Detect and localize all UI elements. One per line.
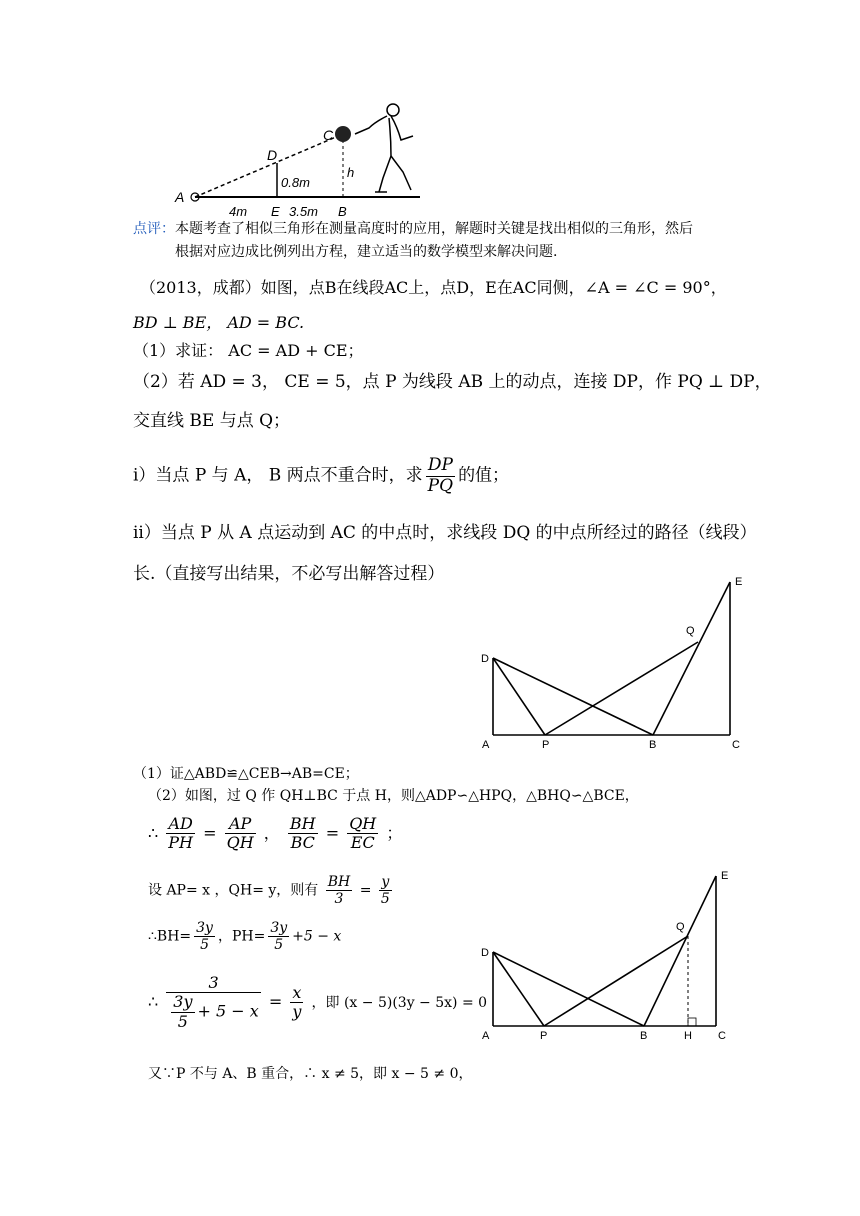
review-line-2	[175, 244, 557, 261]
final-condition: 又∵P 不与 A、B 重合，∴ x ≠ 5，即 x − 5 ≠ 0，	[148, 1066, 473, 1082]
tennis-height-figure	[165, 100, 455, 225]
label-c: C	[323, 127, 334, 143]
combined-equation	[148, 974, 487, 1031]
therefore-symbol: ∴	[148, 823, 159, 843]
label-e: E	[271, 204, 280, 219]
question-ii: ii）当点 P 从 A 点运动到 AC 的中点时，求线段 DQ 的中点所经过的路径（线段）	[133, 523, 757, 543]
fraction-numerator: AD	[166, 815, 195, 834]
equals-sign: =	[359, 882, 372, 899]
fraction-denominator: 5	[274, 937, 284, 954]
fraction-numerator: BH	[289, 814, 316, 833]
equals-sign: =	[268, 992, 283, 1012]
equals-sign: =	[203, 823, 217, 843]
question-2-cont: 交直线 BE 与点 Q；	[133, 411, 291, 431]
proportion-equations	[148, 815, 402, 853]
fraction-denominator: y	[292, 1002, 302, 1022]
fraction-3y-5	[268, 920, 289, 953]
label-a: A	[175, 189, 185, 205]
denominator-suffix: + 5 − x	[197, 1001, 259, 1021]
fraction-3y-5	[171, 993, 194, 1031]
fig3-label-h: H	[684, 1030, 692, 1042]
fraction-dp-pq	[426, 456, 455, 496]
fraction-x-y	[290, 984, 303, 1022]
geometry-figure-3	[478, 866, 753, 1046]
comma: ，	[263, 823, 280, 843]
fraction-denominator: PQ	[427, 475, 454, 496]
fraction-ad-ph	[166, 815, 195, 853]
question-1: （1）求证： AC = AD + CE；	[133, 341, 364, 360]
fraction-denominator: EC	[350, 833, 375, 853]
set-variables	[148, 874, 395, 907]
fraction-qh-ec	[347, 815, 378, 853]
complex-fraction	[166, 974, 261, 1031]
fraction-denominator: 5	[380, 891, 390, 908]
fig2-label-q: Q	[686, 625, 695, 637]
problem-intro-2: BD ⊥ BE， AD = BC.	[133, 313, 305, 332]
equation-result: ，即 (x − 5)(3y − 5x) = 0	[311, 995, 488, 1012]
fig2-label-e: E	[735, 576, 743, 588]
set-variables-text: 设 AP= x ，QH= y，则有	[148, 882, 319, 899]
review-text-1: 本题考查了相似三角形在测量高度时的应用，解题时关键是找出相似的三角形，然后	[175, 221, 693, 237]
fig3-label-p: P	[540, 1030, 548, 1042]
right-angle-mark	[688, 1018, 696, 1026]
fraction-numerator: x	[290, 984, 303, 1003]
fig3-label-b: B	[640, 1030, 648, 1042]
label-ae-length: 4m	[229, 204, 248, 219]
solution-step-2: （2）如图，过 Q 作 QH⊥BC 于点 H，则△ADP∽△HPQ，△BHQ∽△BCE，	[148, 788, 639, 804]
label-b: B	[338, 204, 347, 219]
therefore-symbol: ∴	[148, 992, 159, 1012]
fig2-label-d: D	[481, 653, 489, 665]
fig3-label-d: D	[481, 947, 489, 959]
fraction-denominator: 5	[200, 937, 210, 954]
question-2: （2）若 AD = 3， CE = 5，点 P 为线段 AB 上的动点，连接 DP，作 PQ ⊥ DP，	[133, 372, 772, 392]
bh-prefix: ∴BH=	[148, 928, 192, 945]
fig3-label-c: C	[718, 1030, 726, 1042]
ph-suffix: +5 − x	[292, 928, 342, 945]
fig2-label-b: B	[649, 739, 657, 751]
question-i-text: i）当点 P 与 A， B 两点不重合时，求	[133, 465, 423, 486]
question-i	[133, 456, 509, 496]
fraction-ap-qh	[225, 815, 256, 853]
fraction-bh-bc	[288, 815, 318, 853]
sight-line	[195, 134, 343, 197]
fraction-numerator: BH	[327, 874, 351, 890]
question-ii-cont: 长.（直接写出结果，不必写出解答过程）	[133, 564, 445, 584]
label-d: D	[267, 147, 278, 163]
label-h: h	[347, 165, 355, 180]
solution-step-1: （1）证△ABD≌△CEB→AB=CE；	[133, 766, 359, 782]
fraction-3y-5	[194, 920, 215, 953]
fraction-denominator: 3	[334, 891, 344, 908]
fig3-label-a: A	[482, 1030, 490, 1042]
fig3-label-e: E	[721, 870, 729, 882]
fraction-numerator: 3y	[270, 920, 288, 936]
label-de-height: 0.8m	[281, 175, 310, 190]
fraction-numerator: 3	[166, 974, 261, 993]
problem-intro: （2013，成都）如图，点B在线段AC上，点D，E在AC同侧，∠A = ∠C = 90°，	[140, 278, 727, 297]
fraction-denominator: QH	[226, 833, 254, 853]
fraction-numerator: 3y	[196, 920, 213, 936]
fig2-label-c: C	[732, 739, 740, 751]
geometry-figure-2	[478, 572, 753, 752]
fraction-numerator: QH	[349, 814, 377, 833]
fraction-denominator: PH	[168, 833, 193, 853]
review-label: 点评：	[133, 221, 175, 237]
label-eb-length: 3.5m	[289, 204, 318, 219]
fraction-numerator: DP	[426, 456, 455, 477]
player-figure	[355, 104, 413, 192]
fig3-label-q: Q	[676, 921, 685, 933]
bh-ph-expressions	[148, 920, 341, 953]
fraction-numerator: AP	[225, 815, 256, 834]
fraction-y-5	[379, 874, 392, 907]
ball-icon	[335, 126, 351, 142]
question-i-suffix: 的值；	[458, 465, 510, 486]
review-line-1	[133, 221, 693, 238]
fraction-denominator	[166, 993, 261, 1031]
fraction-bh-3	[326, 874, 353, 907]
semicolon: ；	[386, 823, 403, 843]
ph-prefix: ，PH=	[217, 928, 266, 945]
fraction-denominator: BC	[290, 833, 315, 853]
review-text-2: 根据对应边成比例列出方程，建立适当的数学模型来解决问题.	[175, 244, 558, 260]
fraction-numerator: y	[379, 874, 392, 891]
fig2-label-p: P	[542, 739, 550, 751]
fraction-numerator: 3y	[173, 992, 193, 1012]
equals-sign: =	[325, 823, 340, 843]
fig2-label-a: A	[482, 739, 490, 751]
fraction-denominator: 5	[177, 1011, 188, 1031]
